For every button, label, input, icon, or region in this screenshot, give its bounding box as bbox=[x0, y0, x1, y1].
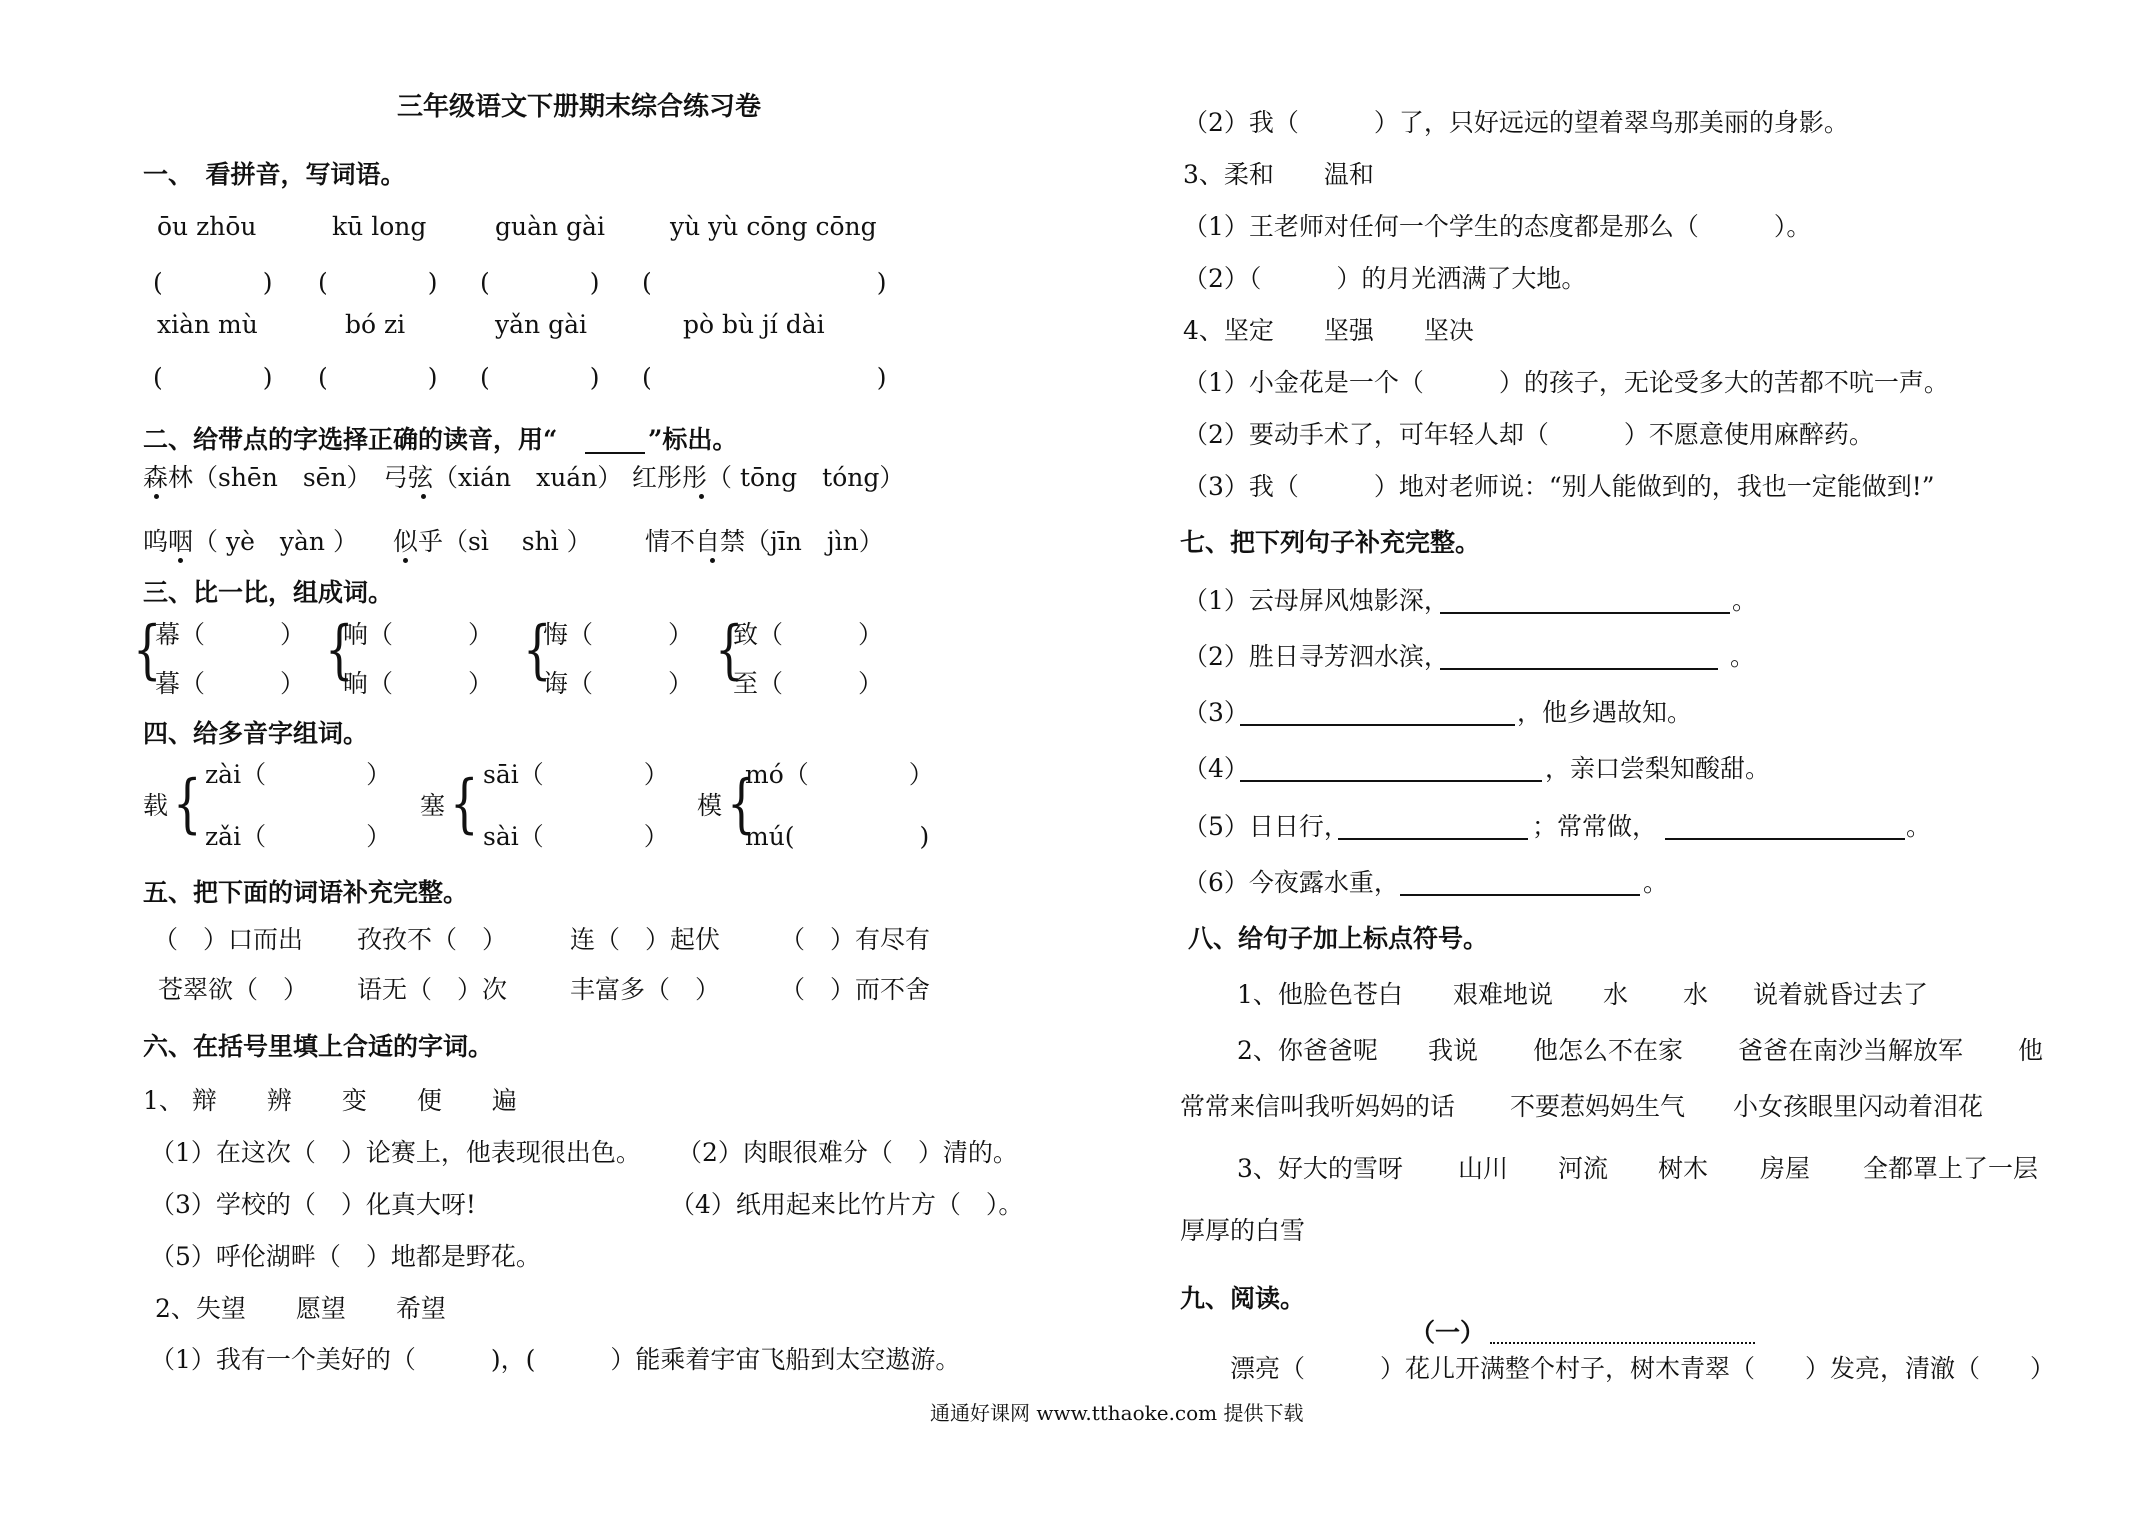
answer-line[interactable] bbox=[1240, 724, 1515, 726]
fill-question[interactable]: （2）我（ ）了，只好远远的望着翠鸟那美丽的身影。 bbox=[1183, 108, 1849, 137]
punct-phrase: 2、你爸爸呢 bbox=[1237, 1036, 1378, 1065]
idiom-blank[interactable]: 丰富多（ ） bbox=[570, 975, 721, 1004]
compare-word[interactable]: 诲（ ） bbox=[543, 669, 694, 698]
punct-phrase: 水 bbox=[1603, 980, 1629, 1009]
answer-blank[interactable]: ( ) bbox=[153, 268, 273, 297]
poem-line: （1）云母屏风烛影深， bbox=[1183, 586, 1449, 615]
emphasis-dot bbox=[421, 494, 426, 499]
reading-choice[interactable]: 似乎（sì shì ） bbox=[393, 527, 592, 556]
fill-question[interactable]: （3）学校的（ ）化真大呀! bbox=[150, 1190, 476, 1219]
punct-phrase: 常常来信叫我听妈妈的话 bbox=[1180, 1092, 1456, 1121]
compare-word[interactable]: 响（ ） bbox=[343, 620, 494, 649]
brace-icon: { bbox=[715, 613, 744, 687]
compare-word[interactable]: 悔（ ） bbox=[543, 620, 694, 649]
section-4-heading: 四、给多音字组词。 bbox=[143, 719, 369, 748]
section-2-heading: 二、给带点的字选择正确的读音，用“ bbox=[143, 425, 558, 454]
polyphone-char: 载 bbox=[143, 791, 169, 820]
idiom-blank[interactable]: （ ）口而出 bbox=[153, 925, 304, 954]
page-title: 三年级语文下册期末综合练习卷 bbox=[397, 92, 762, 122]
mark-underline bbox=[585, 452, 645, 454]
poem-end: 。 bbox=[1732, 586, 1758, 615]
polyphone-answer[interactable]: sāi（ ） bbox=[483, 760, 669, 789]
fill-question[interactable]: （1）在这次（ ）论赛上，他表现很出色。 bbox=[150, 1138, 641, 1167]
answer-blank[interactable]: ( ) bbox=[153, 363, 273, 392]
answer-line[interactable] bbox=[1338, 838, 1528, 840]
fill-question[interactable]: （5）呼伦湖畔（ ）地都是野花。 bbox=[150, 1242, 541, 1271]
brace-icon: { bbox=[450, 767, 479, 841]
section-1-heading: 一、 看拼音，写词语。 bbox=[143, 160, 406, 189]
punct-phrase: 3、好大的雪呀 bbox=[1237, 1154, 1403, 1183]
answer-line[interactable] bbox=[1240, 780, 1542, 782]
answer-blank[interactable]: ( ) bbox=[318, 363, 438, 392]
word-bank: 1、 辩 辨 变 便 遍 bbox=[143, 1086, 517, 1115]
section-3-heading: 三、比一比，组成词。 bbox=[143, 578, 394, 607]
compare-word[interactable]: 幕（ ） bbox=[155, 620, 306, 649]
brace-icon: { bbox=[325, 613, 354, 687]
pinyin: kū long bbox=[332, 212, 427, 241]
fill-question[interactable]: （1）小金花是一个（ ）的孩子，无论受多大的苦都不吭一声。 bbox=[1183, 368, 1949, 397]
punct-phrase: 房屋 bbox=[1760, 1154, 1811, 1183]
answer-line[interactable] bbox=[1440, 668, 1718, 670]
poem-line: （2）胜日寻芳泗水滨， bbox=[1183, 642, 1449, 671]
poem-line: （3） bbox=[1183, 698, 1249, 727]
polyphone-char: 塞 bbox=[420, 791, 446, 820]
pinyin: yǎn gài bbox=[495, 310, 587, 339]
punct-phrase: 厚厚的白雪 bbox=[1180, 1216, 1306, 1245]
brace-icon: { bbox=[523, 613, 552, 687]
punct-phrase: 全都罩上了一层 bbox=[1863, 1154, 2039, 1183]
idiom-blank[interactable]: （ ）而不舍 bbox=[780, 975, 931, 1004]
polyphone-answer[interactable]: zài（ ） bbox=[205, 760, 392, 789]
poem-line: ，亲口尝梨知酸甜。 bbox=[1545, 754, 1771, 783]
reading-choice[interactable]: 情不自禁（jīn jìn） bbox=[645, 527, 884, 556]
emphasis-dot bbox=[403, 558, 408, 563]
answer-line[interactable] bbox=[1665, 838, 1905, 840]
emphasis-dot bbox=[710, 558, 715, 563]
section-6-heading: 六、在括号里填上合适的字词。 bbox=[143, 1032, 494, 1061]
fill-question[interactable]: （4）纸用起来比竹片方（ ）。 bbox=[670, 1190, 1024, 1219]
punct-phrase: 他 bbox=[2018, 1036, 2044, 1065]
pinyin: xiàn mù bbox=[157, 310, 258, 339]
fill-question[interactable]: （2）肉眼很难分（ ）清的。 bbox=[677, 1138, 1018, 1167]
punct-phrase: 小女孩眼里闪动着泪花 bbox=[1733, 1092, 1984, 1121]
emphasis-dot bbox=[699, 494, 704, 499]
pinyin: bó zi bbox=[345, 310, 406, 339]
brace-icon: { bbox=[727, 767, 756, 841]
fill-question[interactable]: （1）王老师对任何一个学生的态度都是那么（ ）。 bbox=[1183, 212, 1812, 241]
poem-end: 。 bbox=[1722, 642, 1755, 671]
emphasis-dot bbox=[178, 558, 183, 563]
answer-blank[interactable]: ( ) bbox=[642, 363, 887, 392]
poem-line: （5）日日行， bbox=[1183, 812, 1349, 841]
answer-blank[interactable]: ( ) bbox=[480, 363, 600, 392]
reading-choice[interactable]: 弓弦（xián xuán） bbox=[383, 463, 623, 492]
reading-choice[interactable]: 红彤彤（ tōng tóng） bbox=[632, 463, 905, 492]
answer-blank[interactable]: ( ) bbox=[480, 268, 600, 297]
pinyin: yù yù cōng cōng bbox=[670, 212, 877, 241]
answer-blank[interactable]: ( ) bbox=[318, 268, 438, 297]
fill-question[interactable]: （2）（ ）的月光洒满了大地。 bbox=[1183, 264, 1587, 293]
poem-line: （6）今夜露水重， bbox=[1183, 868, 1399, 897]
reading-passage[interactable]: 漂亮（ ）花儿开满整个村子，树木青翠（ ）发亮，清澈（ ） bbox=[1230, 1354, 2056, 1383]
word-bank: 2、失望 愿望 希望 bbox=[155, 1294, 446, 1323]
section-2-heading-end: ”标出。 bbox=[648, 425, 738, 454]
answer-line[interactable] bbox=[1440, 612, 1730, 614]
reading-title-line[interactable] bbox=[1490, 1342, 1755, 1344]
poem-end: 。 bbox=[1643, 868, 1669, 897]
poem-line: ；常常做， bbox=[1532, 812, 1658, 841]
fill-question[interactable]: （3）我（ ）地对老师说：“别人能做到的，我也一定能做到!” bbox=[1183, 472, 1935, 501]
section-7-heading: 七、把下列句子补充完整。 bbox=[1180, 528, 1481, 557]
punct-phrase: 他怎么不在家 bbox=[1533, 1036, 1684, 1065]
word-bank: 3、柔和 温和 bbox=[1183, 160, 1374, 189]
brace-icon: { bbox=[173, 767, 202, 841]
reading-choice[interactable]: 森林（shēn sēn） bbox=[143, 463, 372, 492]
polyphone-answer[interactable]: zǎi（ ） bbox=[205, 822, 392, 851]
pinyin: ōu zhōu bbox=[157, 212, 257, 241]
compare-word[interactable]: 晌（ ） bbox=[343, 669, 494, 698]
idiom-blank[interactable]: 连（ ）起伏 bbox=[570, 925, 721, 954]
polyphone-answer[interactable]: mú( ) bbox=[745, 822, 930, 851]
punct-phrase: 说着就昏过去了 bbox=[1753, 980, 1929, 1009]
word-bank: 4、坚定 坚强 坚决 bbox=[1183, 316, 1474, 345]
punct-phrase: 艰难地说 bbox=[1453, 980, 1554, 1009]
polyphone-answer[interactable]: sài（ ） bbox=[483, 822, 669, 851]
idiom-blank[interactable]: 语无（ ）次 bbox=[357, 975, 508, 1004]
poem-line: （4） bbox=[1183, 754, 1249, 783]
answer-line[interactable] bbox=[1400, 894, 1640, 896]
section-8-heading: 八、给句子加上标点符号。 bbox=[1188, 924, 1489, 953]
footer-credit: 通通好课网 www.tthaoke.com 提供下载 bbox=[930, 1401, 1304, 1425]
punct-phrase: 不要惹妈妈生气 bbox=[1510, 1092, 1686, 1121]
reading-choice[interactable]: 呜咽（ yè yàn ） bbox=[143, 527, 358, 556]
polyphone-char: 模 bbox=[697, 791, 723, 820]
compare-word[interactable]: 至（ ） bbox=[733, 669, 884, 698]
compare-word[interactable]: 致（ ） bbox=[733, 620, 884, 649]
pinyin: pò bù jí dài bbox=[683, 310, 825, 339]
punct-phrase: 水 bbox=[1683, 980, 1709, 1009]
answer-blank[interactable]: ( ) bbox=[642, 268, 887, 297]
idiom-blank[interactable]: （ ）有尽有 bbox=[780, 925, 931, 954]
poem-end: 。 bbox=[1906, 812, 1932, 841]
section-9-heading: 九、阅读。 bbox=[1180, 1284, 1306, 1313]
punct-phrase: 1、他脸色苍白 bbox=[1237, 980, 1403, 1009]
pinyin: guàn gài bbox=[495, 212, 605, 241]
brace-icon: { bbox=[133, 613, 162, 687]
emphasis-dot bbox=[154, 494, 159, 499]
punct-phrase: 河流 bbox=[1558, 1154, 1609, 1183]
punct-phrase: 树木 bbox=[1658, 1154, 1709, 1183]
punct-phrase: 我说 bbox=[1428, 1036, 1479, 1065]
reading-subheading: （一） bbox=[1410, 1318, 1486, 1347]
poem-line: ，他乡遇故知。 bbox=[1517, 698, 1693, 727]
fill-question[interactable]: （2）要动手术了，可年轻人却（ ）不愿意使用麻醉药。 bbox=[1183, 420, 1874, 449]
punct-phrase: 爸爸在南沙当解放军 bbox=[1738, 1036, 1964, 1065]
compare-word[interactable]: 暮（ ） bbox=[155, 669, 306, 698]
idiom-blank[interactable]: 苍翠欲（ ） bbox=[158, 975, 309, 1004]
idiom-blank[interactable]: 孜孜不（ ） bbox=[357, 925, 508, 954]
punct-phrase: 山川 bbox=[1458, 1154, 1509, 1183]
section-5-heading: 五、把下面的词语补充完整。 bbox=[143, 878, 469, 907]
polyphone-answer[interactable]: mó（ ） bbox=[745, 760, 934, 789]
fill-question[interactable]: （1）我有一个美好的（ )，( ）能乘着宇宙飞船到太空遨游。 bbox=[150, 1345, 961, 1374]
